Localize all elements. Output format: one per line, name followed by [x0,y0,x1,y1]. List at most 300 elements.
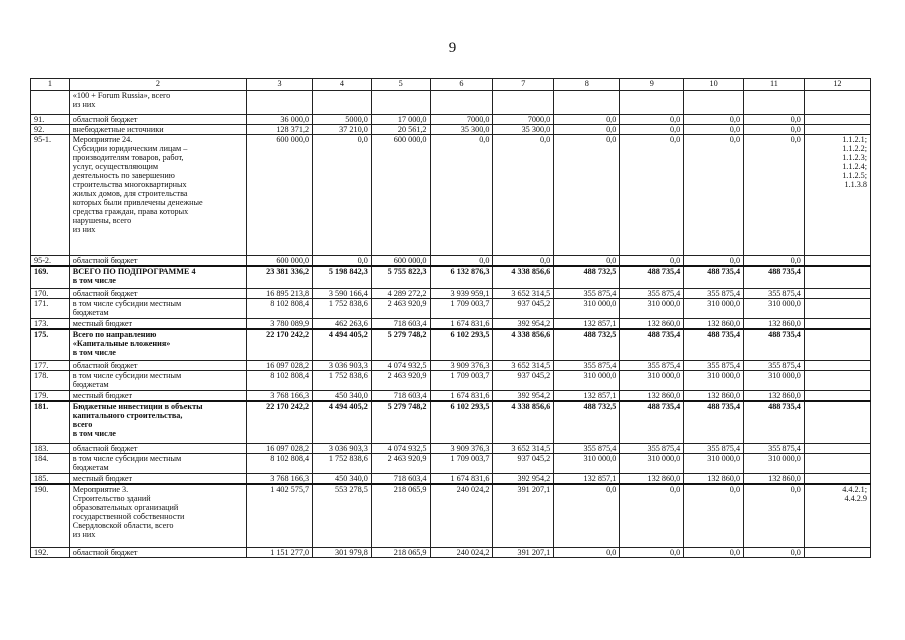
table-row [31,484,871,548]
value-cell: 310 000,0 [620,453,684,473]
row-number: 171. [31,298,70,318]
value-cell: 4 074 932,5 [371,443,430,453]
value-cell: 7000,0 [430,115,493,125]
value-cell: 310 000,0 [744,298,805,318]
target-refs [804,453,870,473]
value-cell: 355 875,4 [554,443,620,453]
target-ref: 1.1.2.3; [842,153,867,163]
value-cell: 392 954,2 [493,318,554,329]
value-cell: 4 494 405,2 [313,401,372,443]
target-ref: 1.1.2.2; [842,144,867,154]
value-cell: 488 735,4 [744,329,805,361]
description-line: в том числе [72,347,116,357]
target-ref: 4.4.2.9 [844,493,867,503]
value-cell: 937 045,2 [493,298,554,318]
row-number [31,91,70,115]
value-cell: 0,0 [684,548,744,558]
table-row [31,548,871,558]
value-cell: 0,0 [744,256,805,267]
value-cell: 600 000,0 [371,256,430,267]
value-cell: 6 102 293,5 [430,329,493,361]
value-cell [313,91,372,115]
description-line: производителям товаров, работ, [72,153,184,163]
target-ref: 1.1.2.4; [842,162,867,172]
row-number: 185. [31,473,70,484]
column-header-row [31,79,871,91]
value-cell: 4 338 856,6 [493,266,554,288]
value-cell: 1 752 838,6 [313,453,372,473]
value-cell [371,91,430,115]
value-cell: 1 752 838,6 [313,371,372,391]
value-cell: 0,0 [744,484,805,548]
value-cell: 1 709 003,7 [430,371,493,391]
row-description [69,401,246,443]
value-cell: 310 000,0 [684,298,744,318]
value-cell: 600 000,0 [247,135,313,256]
description-line: строительства многоквартирных [72,180,187,190]
target-refs [804,318,870,329]
value-cell: 132 860,0 [620,391,684,402]
target-refs [804,298,870,318]
description-line: в том числе субсидии местным [72,371,182,381]
value-cell: 355 875,4 [684,361,744,371]
target-refs [804,473,870,484]
row-description [69,266,246,288]
description-line: областной бюджет [72,288,138,298]
row-number: 169. [31,266,70,288]
value-cell: 0,0 [744,125,805,135]
value-cell: 132 860,0 [620,318,684,329]
value-cell: 355 875,4 [744,288,805,298]
value-cell: 310 000,0 [554,298,620,318]
row-description [69,318,246,329]
column-header: 4 [313,79,372,91]
value-cell: 5 279 748,2 [371,401,430,443]
value-cell: 37 210,0 [313,125,372,135]
column-header: 12 [804,79,870,91]
value-cell: 310 000,0 [620,371,684,391]
value-cell: 240 024,2 [430,484,493,548]
value-cell: 8 102 808,4 [247,453,313,473]
table-row [31,298,871,318]
value-cell: 355 875,4 [620,361,684,371]
value-cell: 0,0 [554,256,620,267]
table-row [31,318,871,329]
value-cell: 488 735,4 [684,266,744,288]
value-cell: 35 300,0 [493,125,554,135]
value-cell: 132 857,1 [554,473,620,484]
value-cell: 3 590 166,4 [313,288,372,298]
value-cell: 132 860,0 [744,318,805,329]
description-line: в том числе [72,429,116,439]
value-cell: 132 860,0 [744,473,805,484]
row-description [69,125,246,135]
value-cell [744,91,805,115]
row-number: 178. [31,371,70,391]
target-refs [804,391,870,402]
value-cell: 391 207,1 [493,484,554,548]
value-cell: 1 752 838,6 [313,298,372,318]
value-cell: 16 097 028,2 [247,361,313,371]
row-description [69,256,246,267]
value-cell: 3 652 314,5 [493,361,554,371]
row-number: 181. [31,401,70,443]
target-refs [804,135,870,256]
value-cell: 132 860,0 [684,391,744,402]
column-header: 2 [69,79,246,91]
value-cell: 0,0 [554,125,620,135]
value-cell: 132 857,1 [554,318,620,329]
row-description [69,329,246,361]
value-cell: 0,0 [744,548,805,558]
value-cell: 488 735,4 [684,329,744,361]
column-header: 1 [31,79,70,91]
description-line: Мероприятие 3. [72,484,129,494]
row-number: 184. [31,453,70,473]
value-cell: 310 000,0 [554,453,620,473]
value-cell: 355 875,4 [684,443,744,453]
row-number: 190. [31,484,70,548]
value-cell: 0,0 [554,115,620,125]
table-row [31,91,871,115]
program-table [30,78,871,558]
value-cell: 4 494 405,2 [313,329,372,361]
value-cell: 218 065,9 [371,484,430,548]
target-refs [804,125,870,135]
value-cell: 0,0 [620,484,684,548]
description-line: Бюджетные инвестиции в объекты [72,402,203,412]
target-refs [804,266,870,288]
table-row [31,329,871,361]
value-cell: 0,0 [554,484,620,548]
value-cell: 16 895 213,8 [247,288,313,298]
value-cell: 450 340,0 [313,473,372,484]
value-cell: 36 000,0 [247,115,313,125]
row-description [69,548,246,558]
row-description [69,135,246,256]
value-cell: 6 102 293,5 [430,401,493,443]
value-cell: 3 780 089,9 [247,318,313,329]
value-cell: 3 652 314,5 [493,443,554,453]
value-cell: 0,0 [430,256,493,267]
value-cell: 488 732,5 [554,266,620,288]
table-row [31,401,871,443]
value-cell: 2 463 920,9 [371,453,430,473]
value-cell: 0,0 [620,125,684,135]
value-cell: 0,0 [620,135,684,256]
description-line: ВСЕГО ПО ПОДПРОГРАММЕ 4 [72,267,196,277]
description-line: жилых домов, для строительства [72,189,188,199]
table-row [31,361,871,371]
description-line: из них [72,100,96,110]
value-cell: 132 860,0 [744,391,805,402]
value-cell: 17 000,0 [371,115,430,125]
value-cell: 3 652 314,5 [493,288,554,298]
row-description [69,391,246,402]
value-cell: 937 045,2 [493,453,554,473]
table-row [31,288,871,298]
value-cell: 488 735,4 [744,401,805,443]
value-cell: 3 939 959,1 [430,288,493,298]
value-cell: 0,0 [313,256,372,267]
value-cell: 450 340,0 [313,391,372,402]
value-cell: 310 000,0 [684,453,744,473]
description-line: внебюджетные источники [72,125,164,135]
row-number: 92. [31,125,70,135]
value-cell: 0,0 [554,135,620,256]
value-cell: 22 170 242,2 [247,401,313,443]
value-cell: 718 603,4 [371,391,430,402]
description-line: областной бюджет [72,256,138,266]
value-cell: 2 463 920,9 [371,298,430,318]
target-refs [804,329,870,361]
value-cell: 488 735,4 [744,266,805,288]
value-cell: 132 857,1 [554,391,620,402]
description-line: бюджетам [72,307,109,317]
description-line: местный бюджет [72,391,133,401]
value-cell: 4 338 856,6 [493,329,554,361]
description-line: образовательных организаций [72,502,179,512]
value-cell: 218 065,9 [371,548,430,558]
value-cell: 8 102 808,4 [247,298,313,318]
row-number: 173. [31,318,70,329]
target-ref: 1.1.2.1; [842,135,867,145]
value-cell: 3 768 166,3 [247,473,313,484]
column-header: 11 [744,79,805,91]
row-description [69,288,246,298]
value-cell: 355 875,4 [554,288,620,298]
table-row [31,371,871,391]
target-refs [804,288,870,298]
page-number: 9 [448,40,457,56]
row-number: 192. [31,548,70,558]
column-header: 6 [430,79,493,91]
value-cell: 16 097 028,2 [247,443,313,453]
value-cell: 553 278,5 [313,484,372,548]
description-line: в том числе [72,276,116,286]
value-cell: 3 768 166,3 [247,391,313,402]
row-description [69,453,246,473]
value-cell [684,91,744,115]
value-cell: 488 732,5 [554,401,620,443]
row-number: 175. [31,329,70,361]
description-line: Свердловской области, всего [72,520,174,530]
value-cell: 0,0 [620,115,684,125]
value-cell: 392 954,2 [493,391,554,402]
table-row [31,256,871,267]
value-cell: 7000,0 [493,115,554,125]
row-description [69,473,246,484]
description-line: Строительство зданий [72,493,151,503]
value-cell: 310 000,0 [554,371,620,391]
value-cell: 355 875,4 [744,361,805,371]
column-header: 8 [554,79,620,91]
target-refs [804,371,870,391]
description-line: областной бюджет [72,443,138,453]
value-cell: 0,0 [684,115,744,125]
row-number: 177. [31,361,70,371]
description-line: «Капитальные вложения» [72,338,171,348]
value-cell: 310 000,0 [744,453,805,473]
value-cell: 0,0 [744,115,805,125]
value-cell: 310 000,0 [744,371,805,391]
value-cell: 355 875,4 [744,443,805,453]
target-ref: 4.4.2.1; [842,484,867,494]
value-cell: 3 909 376,3 [430,361,493,371]
value-cell: 132 860,0 [684,318,744,329]
description-line: «100 + Forum Russia», всего [72,91,171,100]
target-refs [804,401,870,443]
value-cell: 4 074 932,5 [371,361,430,371]
value-cell [554,91,620,115]
description-line: областной бюджет [72,115,138,124]
value-cell [493,91,554,115]
target-refs [804,443,870,453]
value-cell: 0,0 [684,135,744,256]
row-description [69,371,246,391]
value-cell: 355 875,4 [620,288,684,298]
value-cell: 1 674 831,6 [430,391,493,402]
description-line: в том числе субсидии местным [72,453,182,463]
value-cell: 6 132 876,3 [430,266,493,288]
value-cell: 1 709 003,7 [430,453,493,473]
row-number: 91. [31,115,70,125]
row-number: 170. [31,288,70,298]
row-number: 183. [31,443,70,453]
value-cell: 488 735,4 [620,329,684,361]
value-cell: 1 151 277,0 [247,548,313,558]
value-cell: 301 979,8 [313,548,372,558]
description-line: капитального строительства, [72,411,183,421]
value-cell: 3 909 376,3 [430,443,493,453]
value-cell: 5000,0 [313,115,372,125]
value-cell: 391 207,1 [493,548,554,558]
value-cell: 240 024,2 [430,548,493,558]
description-line: которых были привлечены денежные [72,198,203,208]
target-ref: 1.1.2.5; [842,171,867,181]
value-cell: 0,0 [493,135,554,256]
row-description [69,91,246,115]
row-number: 95-2. [31,256,70,267]
value-cell: 0,0 [744,135,805,256]
table-row [31,391,871,402]
value-cell: 5 279 748,2 [371,329,430,361]
value-cell: 488 735,4 [620,266,684,288]
value-cell: 937 045,2 [493,371,554,391]
row-number: 95-1. [31,135,70,256]
value-cell: 35 300,0 [430,125,493,135]
table-row [31,125,871,135]
value-cell [620,91,684,115]
row-description [69,443,246,453]
description-line: Субсидии юридическим лицам – [72,144,188,154]
value-cell: 5 755 822,3 [371,266,430,288]
value-cell: 310 000,0 [684,371,744,391]
description-line: областной бюджет [72,361,138,371]
value-cell: 718 603,4 [371,473,430,484]
value-cell: 2 463 920,9 [371,371,430,391]
table-row [31,473,871,484]
value-cell: 3 036 903,3 [313,361,372,371]
value-cell: 0,0 [684,256,744,267]
description-line: услуг, осуществляющим [72,162,159,172]
value-cell: 128 371,2 [247,125,313,135]
value-cell: 132 860,0 [620,473,684,484]
description-line: местный бюджет [72,473,133,483]
value-cell: 718 603,4 [371,318,430,329]
value-cell: 1 674 831,6 [430,473,493,484]
value-cell: 0,0 [493,256,554,267]
value-cell: 355 875,4 [620,443,684,453]
value-cell: 23 381 336,2 [247,266,313,288]
value-cell [430,91,493,115]
description-line: средства граждан, права которых [72,207,189,217]
value-cell: 1 674 831,6 [430,318,493,329]
description-line: деятельность по завершению [72,171,175,181]
column-header: 7 [493,79,554,91]
target-ref: 1.1.3.8 [844,180,867,190]
value-cell [247,91,313,115]
description-line: бюджетам [72,462,109,472]
target-refs [804,256,870,267]
description-line: из них [72,225,96,235]
value-cell: 0,0 [684,125,744,135]
description-line: Мероприятие 24. [72,135,133,145]
row-number: 179. [31,391,70,402]
value-cell: 355 875,4 [554,361,620,371]
value-cell: 310 000,0 [620,298,684,318]
description-line: государственной собственности [72,511,185,521]
value-cell: 0,0 [554,548,620,558]
value-cell: 0,0 [684,484,744,548]
table-row [31,115,871,125]
row-description [69,298,246,318]
value-cell: 0,0 [620,548,684,558]
target-refs [804,91,870,115]
value-cell: 0,0 [430,135,493,256]
row-description [69,484,246,548]
value-cell: 462 263,6 [313,318,372,329]
value-cell: 1 402 575,7 [247,484,313,548]
value-cell: 488 735,4 [684,401,744,443]
value-cell: 4 338 856,6 [493,401,554,443]
value-cell: 488 732,5 [554,329,620,361]
value-cell: 488 735,4 [620,401,684,443]
column-header: 10 [684,79,744,91]
description-line: нарушены, всего [72,216,132,226]
description-line: в том числе субсидии местным [72,298,182,308]
target-refs [804,548,870,558]
value-cell: 0,0 [313,135,372,256]
description-line: бюджетам [72,380,109,390]
row-description [69,115,246,125]
value-cell: 22 170 242,2 [247,329,313,361]
table-row [31,135,871,256]
description-line: Всего по направлению [72,329,157,339]
value-cell: 4 289 272,2 [371,288,430,298]
value-cell: 355 875,4 [684,288,744,298]
value-cell: 132 860,0 [684,473,744,484]
target-refs [804,361,870,371]
value-cell: 8 102 808,4 [247,371,313,391]
description-line: из них [72,529,96,539]
column-header: 3 [247,79,313,91]
value-cell: 5 198 842,3 [313,266,372,288]
target-refs [804,484,870,548]
target-refs [804,115,870,125]
row-description [69,361,246,371]
table-row [31,443,871,453]
